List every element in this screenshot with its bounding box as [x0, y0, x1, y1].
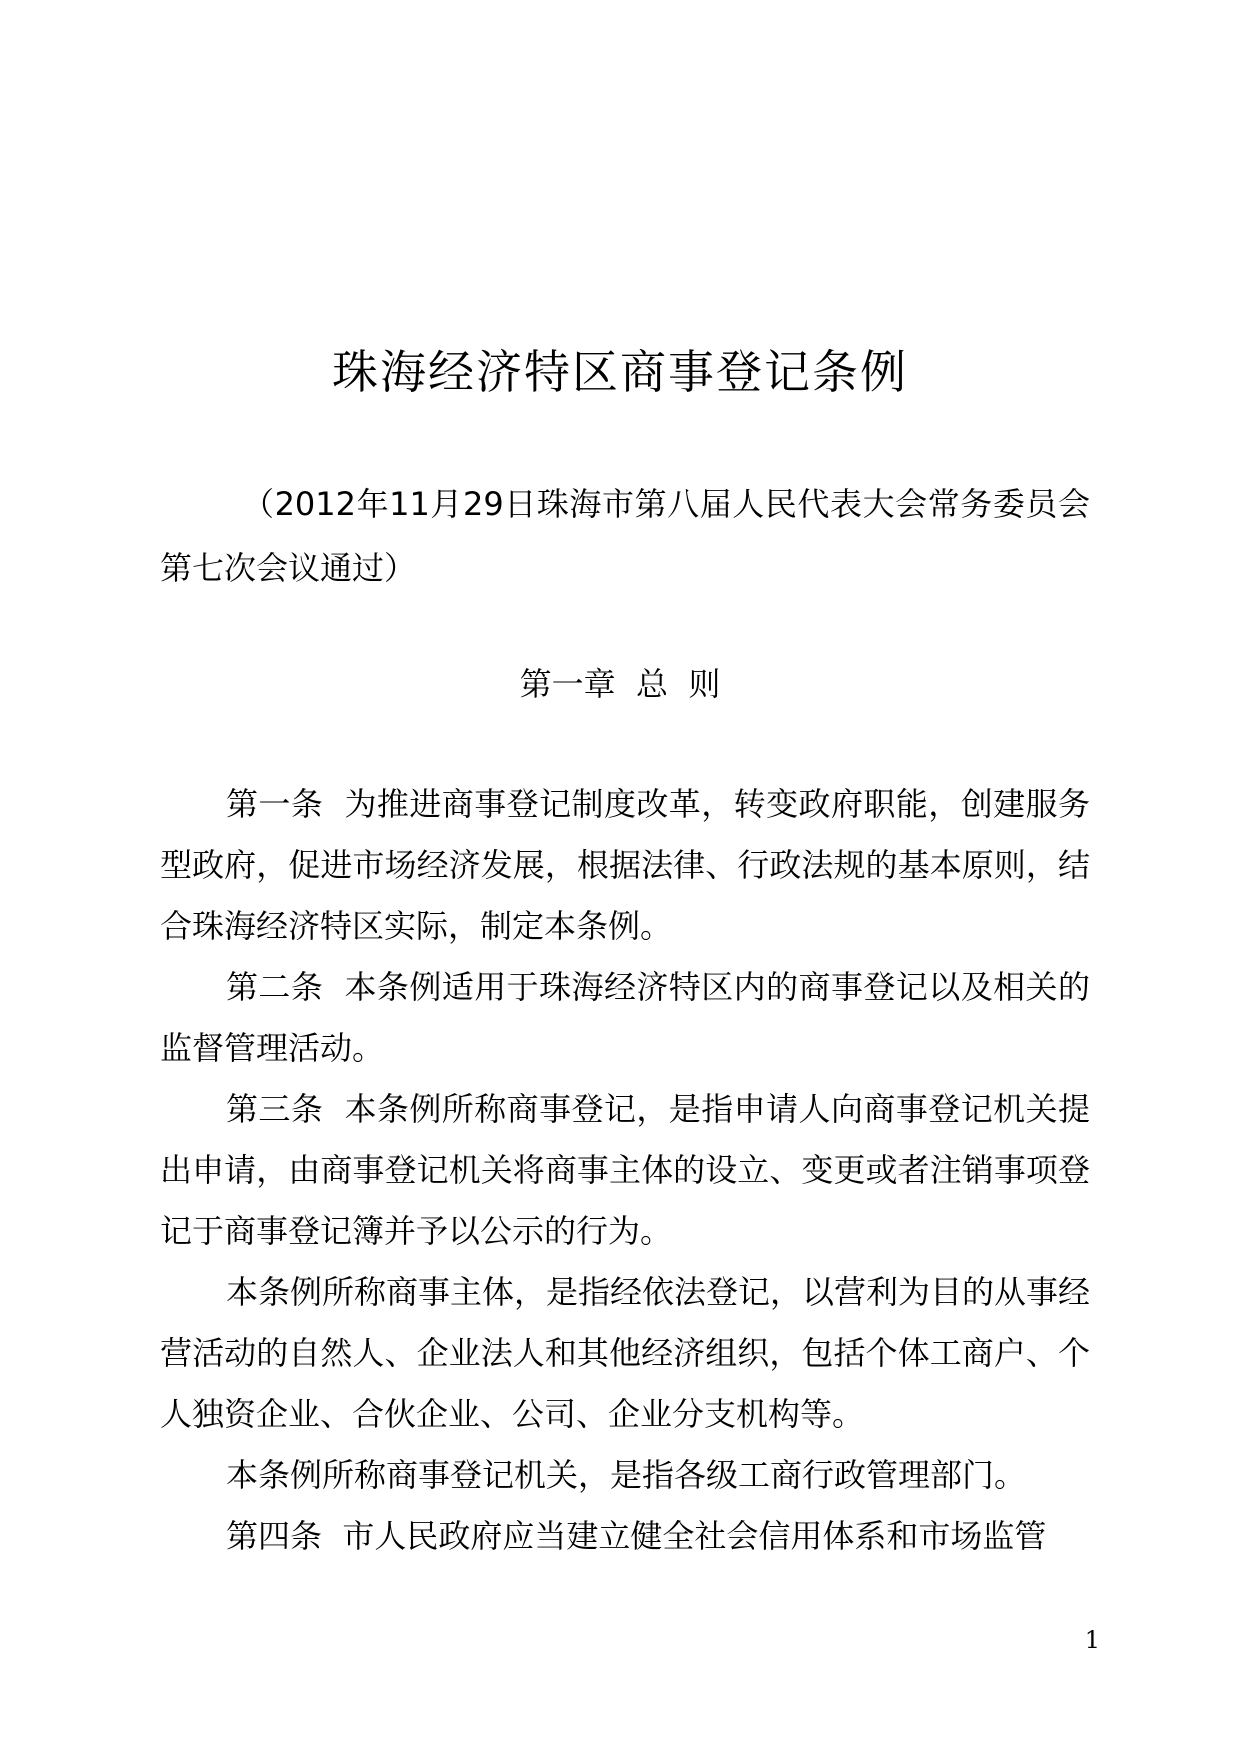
article-4-paragraph: 第四条 市人民政府应当建立健全社会信用体系和市场监管	[226, 1517, 1047, 1555]
adoption-note: （2012年11月29日珠海市第八届人民代表大会常务委员会第七次会议通过）	[160, 485, 1090, 587]
article-2-paragraph: 第二条 本条例适用于珠海经济特区内的商事登记以及相关的监督管理活动。	[160, 968, 1090, 1067]
article-3-subparagraph-commercial-entity: 本条例所称商事主体，是指经依法登记，以营利为目的从事经营活动的自然人、企业法人和其他经济组织，包括个体工商户、个人独资企业、合伙企业、公司、企业分支机构等。	[160, 1273, 1091, 1433]
body-text	[160, 774, 1090, 1567]
page-number: 1	[1084, 1626, 1100, 1654]
article-3-subparagraph-registration-authority: 本条例所称商事登记机关，是指各级工商行政管理部门。	[226, 1456, 1027, 1494]
chapter-heading: 第一章 总 则	[519, 665, 721, 703]
article-1-paragraph: 第一条 为推进商事登记制度改革，转变政府职能，创建服务型政府，促进市场经济发展，根据法律、行政法规的基本原则，结合珠海经济特区实际，制定本条例。	[160, 785, 1090, 945]
article-3-paragraph: 第三条 本条例所称商事登记，是指申请人向商事登记机关提出申请，由商事登记机关将商事主体的设立、变更或者注销事项登记于商事登记簿并予以公示的行为。	[160, 1090, 1090, 1250]
document-title: 珠海经济特区商事登记条例	[332, 345, 908, 399]
